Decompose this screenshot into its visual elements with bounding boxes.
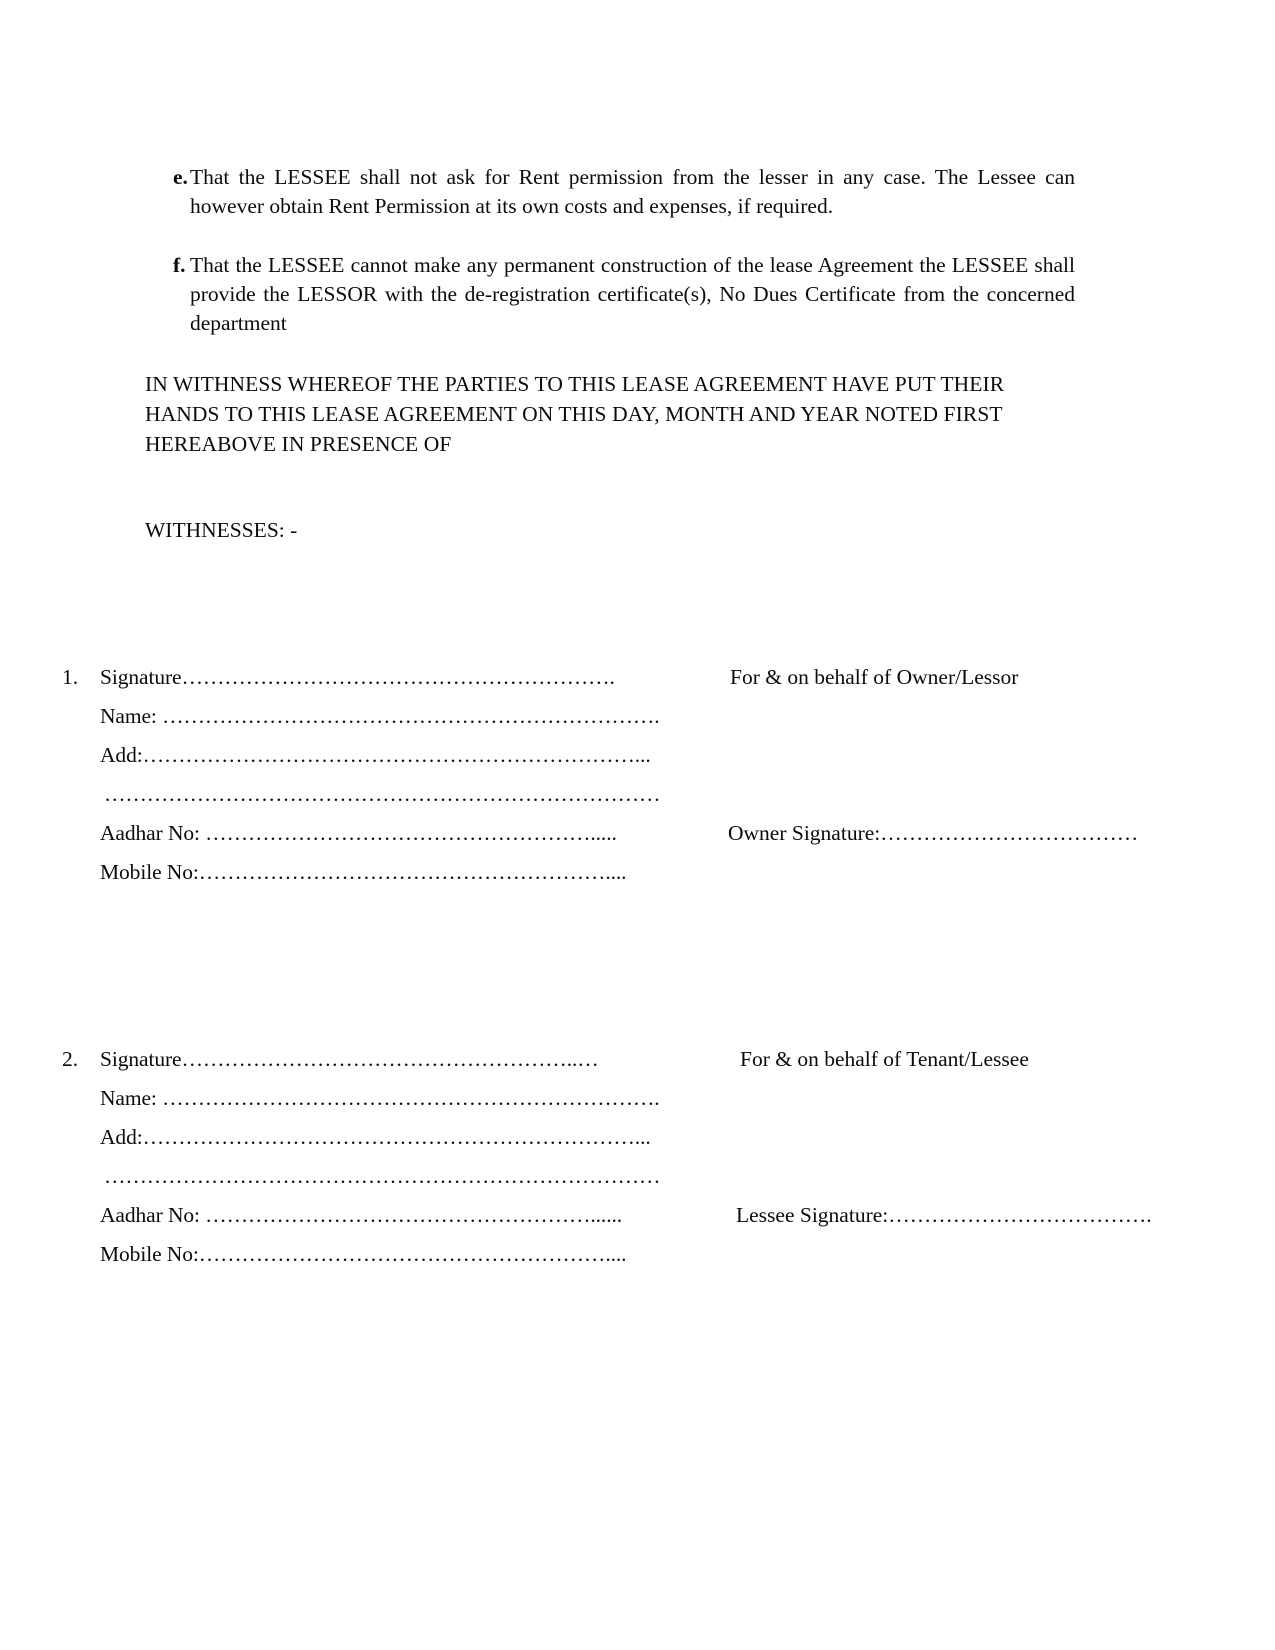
- witness-address-field[interactable]: Add:……………………………………………………………...: [100, 1125, 651, 1149]
- witness-address-field-line2[interactable]: ……………………………………………………………………: [104, 1164, 661, 1188]
- mobile-line-row: [62, 1235, 1072, 1274]
- clause-item-f: [145, 251, 1075, 338]
- address-line-row: [62, 1118, 1072, 1157]
- clause-item-e: [145, 163, 1075, 221]
- witnesses-heading: WITHNESSES: -: [145, 518, 298, 542]
- clause-text-e: That the LESSEE shall not ask for Rent permission from the lesser in any case. The Lessee can however obtain Rent Permission at its own costs and expenses, if required.: [190, 165, 1075, 218]
- signature-block-number-1: 1.: [62, 665, 79, 689]
- mobile-line-row: [62, 853, 1072, 892]
- witness-aadhar-field[interactable]: Aadhar No: ……………………………………………….....: [100, 821, 617, 845]
- signature-block-tenant: [62, 1040, 1152, 1274]
- witness-mobile-field[interactable]: Mobile No:…………………………………………………....: [100, 860, 627, 884]
- address-continuation-row: [62, 775, 1072, 814]
- witness-signature-field[interactable]: Signature………………………………………………..…: [100, 1047, 599, 1071]
- signature-line-row: [62, 658, 1072, 697]
- address-line-row: [62, 736, 1072, 775]
- witness-address-field[interactable]: Add:……………………………………………………………...: [100, 743, 651, 767]
- behalf-of-tenant-label: For & on behalf of Tenant/Lessee: [740, 1047, 1029, 1071]
- signature-block-number-2: 2.: [62, 1047, 79, 1071]
- witness-name-field[interactable]: Name: …………………………………………………………….: [100, 704, 660, 728]
- witness-mobile-field[interactable]: Mobile No:…………………………………………………....: [100, 1242, 627, 1266]
- owner-signature-field[interactable]: Owner Signature:………………………………: [728, 821, 1139, 845]
- behalf-of-owner-label: For & on behalf of Owner/Lessor: [730, 665, 1019, 689]
- clause-list: [145, 163, 1075, 368]
- name-line-row: [62, 1079, 1072, 1118]
- lessee-signature-field[interactable]: Lessee Signature:……………………………….: [736, 1203, 1152, 1227]
- signature-line-row: [62, 1040, 1072, 1079]
- signature-block-owner: [62, 658, 1139, 892]
- clause-marker-e: e.: [173, 165, 188, 189]
- witness-name-field[interactable]: Name: …………………………………………………………….: [100, 1086, 660, 1110]
- witness-aadhar-field[interactable]: Aadhar No: ………………………………………………......: [100, 1203, 623, 1227]
- address-continuation-row: [62, 1157, 1072, 1196]
- name-line-row: [62, 697, 1072, 736]
- clause-marker-f: f.: [173, 253, 186, 277]
- aadhar-line-row: [62, 814, 1139, 853]
- aadhar-line-row: [62, 1196, 1152, 1235]
- clause-text-f: That the LESSEE cannot make any permanent construction of the lease Agreement the LESSEE shall provide the LESSOR with the de-registration certificate(s), No Dues Certificate from the concerned department: [190, 253, 1075, 335]
- witness-paragraph: IN WITHNESS WHEREOF THE PARTIES TO THIS LEASE AGREEMENT HAVE PUT THEIR HANDS TO THIS LEASE AGREEMENT ON THIS DAY, MONTH AND YEAR NOTED FIRST HEREABOVE IN PRESENCE OF: [145, 372, 1005, 456]
- witness-address-field-line2[interactable]: ……………………………………………………………………: [104, 782, 661, 806]
- witness-signature-field[interactable]: Signature…………………………………………………….: [100, 665, 615, 689]
